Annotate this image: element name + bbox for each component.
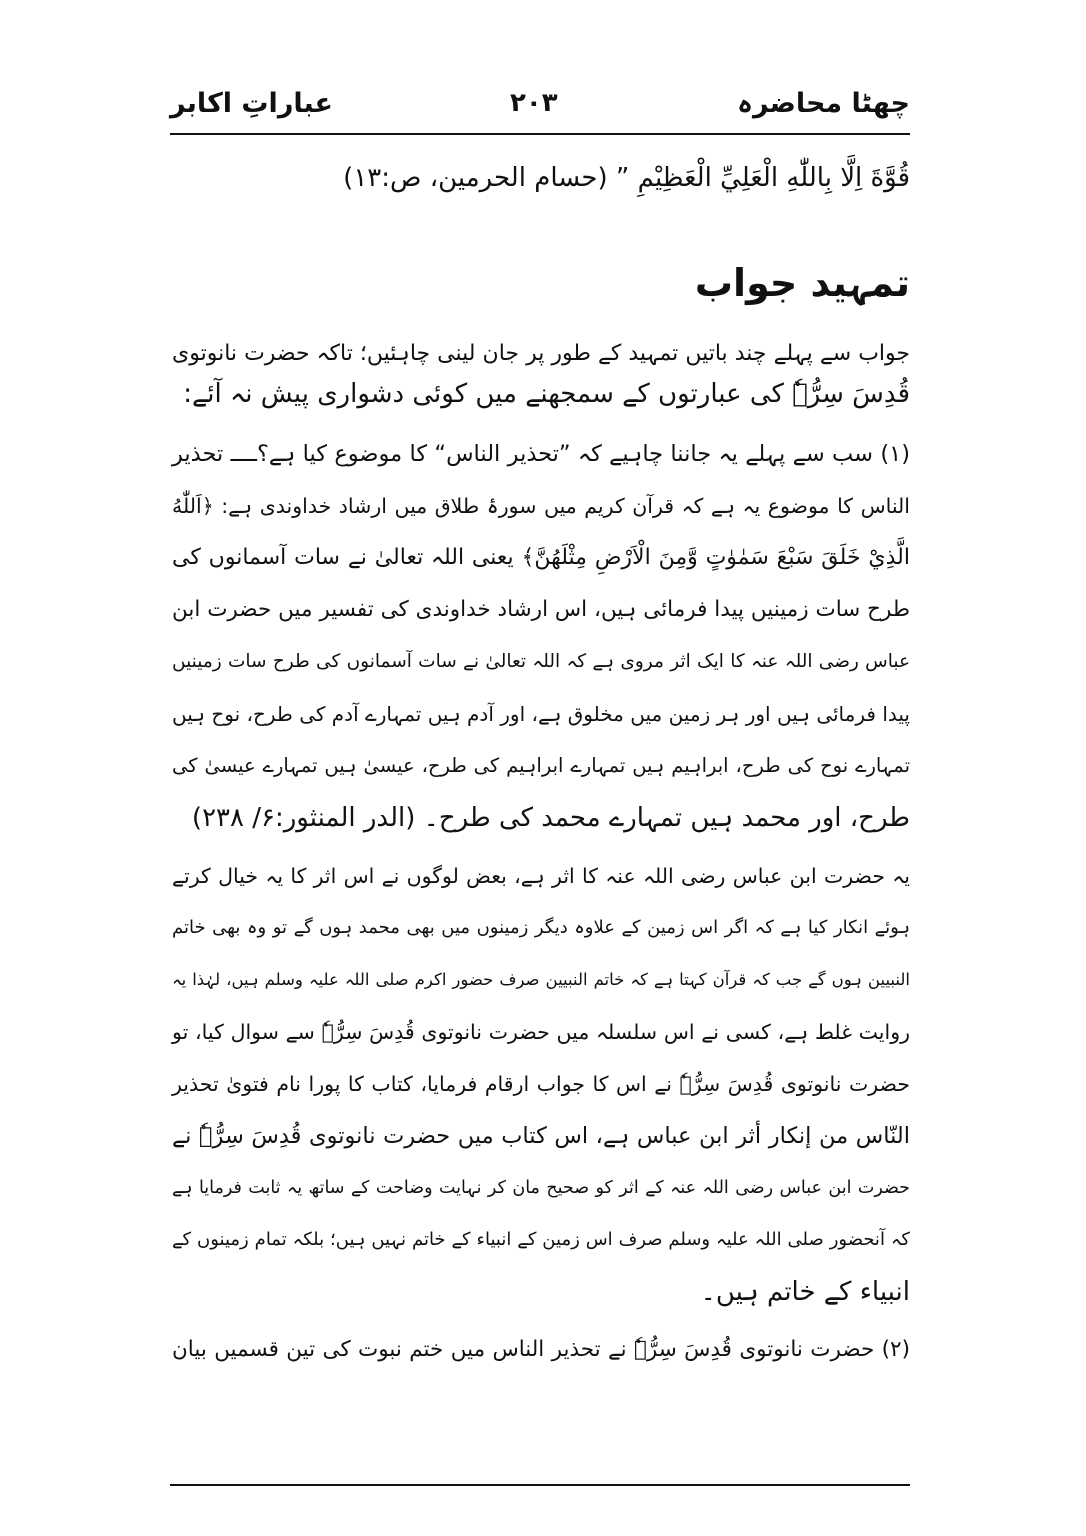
- paragraph-line: عباس رضی اللہ عنہ کا ایک اثر مروی ہے کہ اللہ تعالیٰ نے سات آسمانوں کی طرح سات زمینیں: [172, 651, 910, 672]
- paragraph-line: ہوئے انکار کیا ہے کہ اگر اس زمین کے علاوہ دیگر زمینوں میں بھی محمد ہوں گے تو وہ بھی خاتم: [172, 917, 910, 938]
- paragraph-line: طرح سات زمینیں پیدا فرمائی ہیں، اس ارشاد خداوندی کی تفسیر میں حضرت ابن: [172, 597, 910, 622]
- chapter-title: چھٹا محاضرہ: [737, 88, 910, 119]
- paragraph-line: النّاس من إنكار أثر ابن عباس ہے، اس کتاب میں حضرت نانوتوی قُدِسَ سِرُّہٗ نے: [172, 1123, 910, 1149]
- paragraph-line: انبیاء کے خاتم ہیں۔: [700, 1277, 910, 1307]
- header-rule: [170, 133, 910, 135]
- paragraph-line: طرح، اور محمد ہیں تمہارے محمد کی طرح۔ (الدر المنثور:۶/ ۲۳۸): [191, 803, 910, 833]
- footer-rule: [170, 1484, 910, 1486]
- book-title: عباراتِ اکابر: [170, 88, 333, 119]
- paragraph-line: (۱) سب سے پہلے یہ جاننا چاہیے کہ ”تحذیر الناس“ کا موضوع کیا ہے؟ــــ تحذیر: [172, 441, 910, 467]
- paragraph-line: روایت غلط ہے، کسی نے اس سلسلہ میں حضرت نانوتوی قُدِسَ سِرُّہٗ سے سوال کیا، تو: [172, 1020, 910, 1044]
- paragraph-line: جواب سے پہلے چند باتیں تمہید کے طور پر جان لینی چاہئیں؛ تاکہ حضرت نانوتوی: [172, 341, 910, 366]
- paragraph-line: کہ آنحضور صلی اللہ علیہ وسلم صرف اس زمین کے انبیاء کے خاتم نہیں ہیں؛ بلکہ تمام زمینوں کے: [172, 1229, 910, 1250]
- paragraph-line: الناس کا موضوع یہ ہے کہ قرآن کریم میں سورۂ طلاق میں ارشاد خداوندی ہے: ﴿اَللّٰهُ: [172, 494, 910, 518]
- page-header: [170, 82, 910, 132]
- paragraph-line: پیدا فرمائی ہیں اور ہر زمین میں مخلوق ہے، اور آدم ہیں تمہارے آدم کی طرح، نوح ہیں: [172, 702, 910, 726]
- paragraph-line: حضرت ابن عباس رضی اللہ عنہ کے اثر کو صحیح مان کر نہایت وضاحت کے ساتھ یہ ثابت فرمایا ہے: [172, 1178, 910, 1198]
- paragraph-line: قُدِسَ سِرُّہٗ کی عبارتوں کے سمجھنے میں کوئی دشواری پیش نہ آئے:: [183, 379, 910, 409]
- paragraph-line: تمہارے نوح کی طرح، ابراہیم ہیں تمہارے ابراہیم کی طرح، عیسیٰ ہیں تمہارے عیسیٰ کی: [172, 754, 910, 777]
- paragraph-line: الَّذِيْ خَلَقَ سَبْعَ سَمٰوٰتٍ وَّمِنَ الْاَرْضِ مِثْلَهُنَّ﴾ یعنی اللہ تعالیٰ نے سات آسمانوں کی: [172, 545, 910, 570]
- paragraph-line: یہ حضرت ابن عباس رضی اللہ عنہ کا اثر ہے، بعض لوگوں نے اس اثر کا یہ خیال کرتے: [172, 864, 910, 888]
- opening-quote-line: قُوَّةَ اِلَّا بِاللّٰهِ الْعَلِيِّ الْعَظِيْمِ ” (حسام الحرمین، ص:۱۳): [343, 163, 910, 193]
- paragraph-line: حضرت نانوتوی قُدِسَ سِرُّہٗ نے اس کا جواب ارقام فرمایا، کتاب کا پورا نام فتویٰ تحذیر: [172, 1072, 910, 1096]
- paragraph-line: النبیین ہوں گے جب کہ قرآن کہتا ہے کہ خاتم النبیین صرف حضور اکرم صلی اللہ علیہ وسلم ہیں، لہٰذا یہ: [172, 970, 910, 989]
- section-heading: تمہید جواب: [694, 261, 910, 305]
- page-number: ۲۰۳: [510, 88, 558, 118]
- paragraph-line: (۲) حضرت نانوتوی قُدِسَ سِرُّہٗ نے تحذیر الناس میں ختم نبوت کی تین قسمیں بیان: [172, 1337, 910, 1362]
